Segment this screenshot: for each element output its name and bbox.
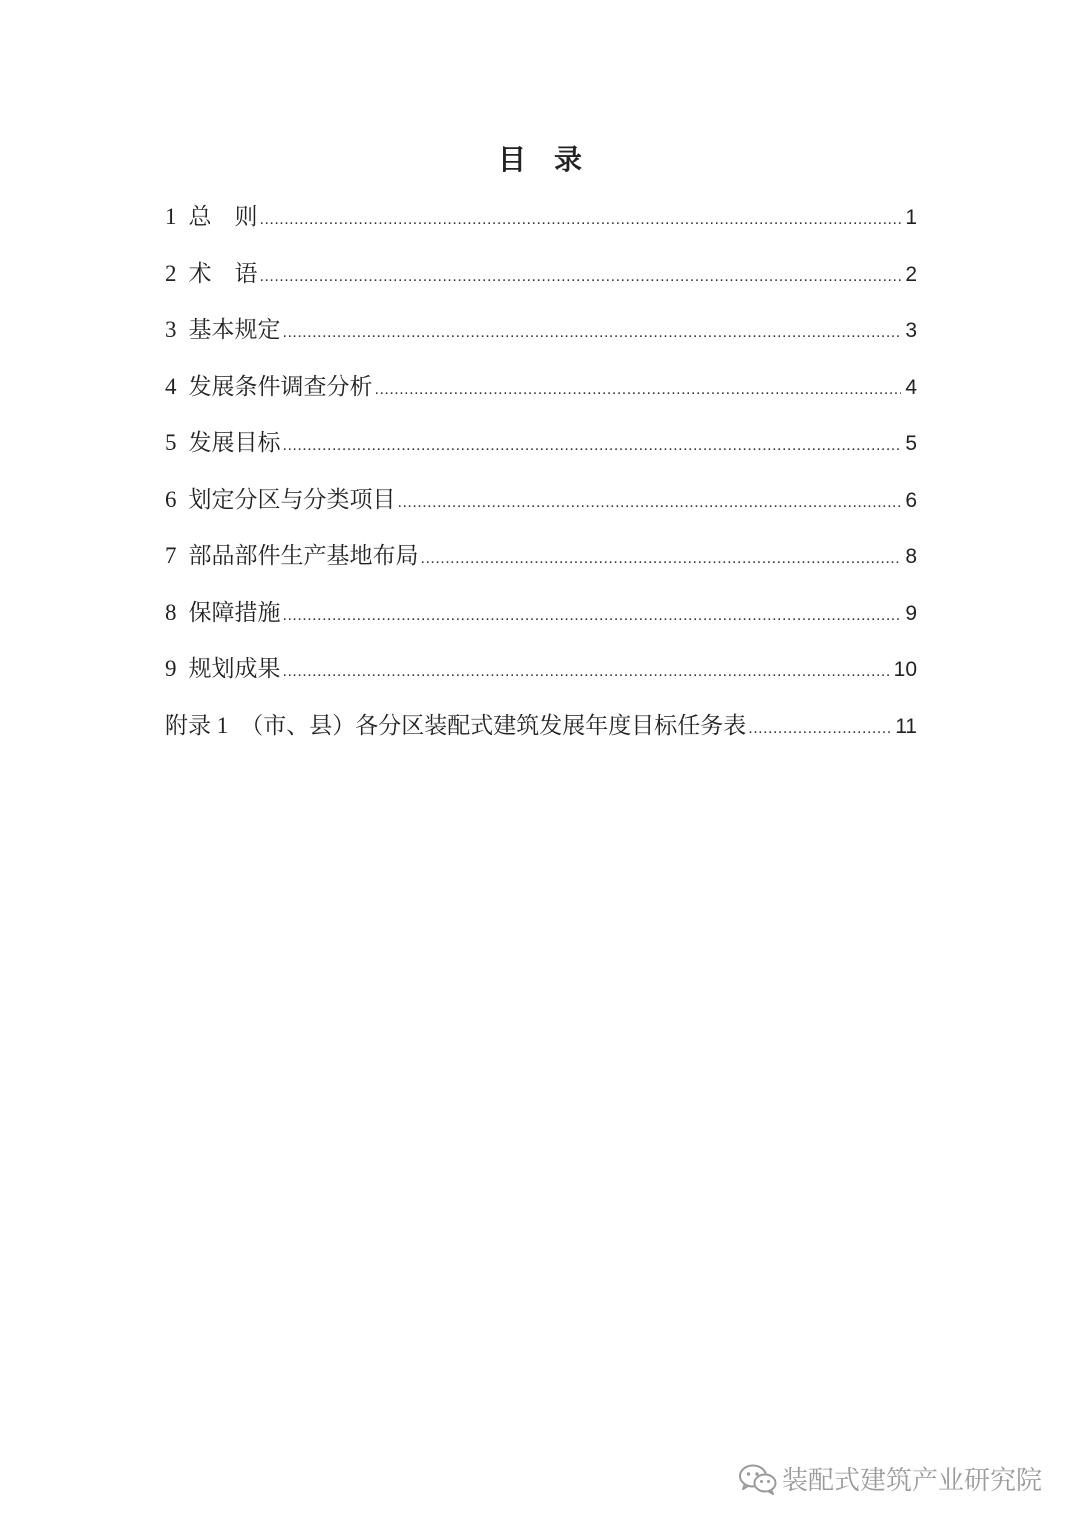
toc-entry-label: 保障措施 bbox=[188, 599, 281, 626]
toc-leader-dots bbox=[283, 650, 890, 694]
toc-entry-number: 5 bbox=[165, 430, 177, 455]
watermark bbox=[738, 1460, 1042, 1497]
toc-entry-label: （市、县）各分区装配式建筑发展年度目标任务表 bbox=[240, 712, 747, 739]
toc-entry-label: 基本规定 bbox=[188, 317, 281, 343]
toc-entry-number: 3 bbox=[165, 317, 177, 342]
toc-list bbox=[165, 195, 917, 760]
toc-entry-1[interactable] bbox=[165, 195, 917, 252]
toc-leader-dots bbox=[283, 311, 902, 355]
toc-entry-number: 2 bbox=[165, 260, 177, 286]
toc-entry-number: 4 bbox=[165, 373, 177, 399]
toc-entry-label: 发展目标 bbox=[188, 430, 281, 456]
toc-entry-4[interactable] bbox=[165, 365, 917, 422]
toc-leader-dots bbox=[375, 368, 902, 412]
toc-entry-page: 3 bbox=[905, 319, 917, 342]
toc-entry-page: 2 bbox=[905, 262, 917, 286]
toc-entry-label: 划定分区与分类项目 bbox=[188, 486, 396, 513]
toc-entry-page: 11 bbox=[895, 714, 917, 738]
toc-entry-label: 规划成果 bbox=[188, 656, 281, 682]
toc-entry-number: 6 bbox=[165, 486, 177, 512]
toc-entry-page: 4 bbox=[905, 375, 917, 399]
toc-entry-appendix-1[interactable] bbox=[165, 704, 917, 761]
toc-entry-page: 8 bbox=[905, 545, 917, 568]
toc-entry-number: 9 bbox=[165, 656, 177, 681]
toc-entry-label: 部品部件生产基地布局 bbox=[188, 543, 419, 569]
toc-entry-label: 总 则 bbox=[188, 204, 258, 230]
toc-entry-number: 附录 1 bbox=[165, 712, 229, 738]
toc-entry-label: 术 语 bbox=[188, 260, 258, 287]
toc-leader-dots bbox=[283, 424, 902, 468]
toc-entry-page: 10 bbox=[893, 658, 917, 681]
toc-entry-page: 6 bbox=[905, 488, 917, 512]
toc-leader-dots bbox=[283, 594, 902, 638]
toc-entry-page: 5 bbox=[905, 432, 917, 455]
toc-leader-dots bbox=[398, 481, 902, 525]
toc-entry-7[interactable] bbox=[165, 534, 917, 591]
toc-entry-page: 9 bbox=[905, 601, 917, 625]
toc-entry-6[interactable] bbox=[165, 478, 917, 535]
toc-entry-number: 1 bbox=[165, 204, 177, 229]
toc-leader-dots bbox=[748, 707, 891, 751]
toc-entry-number: 7 bbox=[165, 543, 177, 568]
wechat-icon bbox=[738, 1463, 778, 1495]
toc-entry-number: 8 bbox=[165, 599, 177, 625]
toc-entry-8[interactable] bbox=[165, 591, 917, 648]
toc-entry-label: 发展条件调查分析 bbox=[188, 373, 373, 400]
toc-title: 目 录 bbox=[497, 143, 582, 176]
toc-entry-page: 1 bbox=[905, 206, 917, 229]
toc-entry-2[interactable] bbox=[165, 252, 917, 309]
toc-leader-dots bbox=[421, 537, 902, 581]
toc-entry-9[interactable] bbox=[165, 647, 917, 704]
toc-leader-dots bbox=[260, 255, 902, 299]
toc-entry-5[interactable] bbox=[165, 421, 917, 478]
toc-entry-3[interactable] bbox=[165, 308, 917, 365]
watermark-text: 装配式建筑产业研究院 bbox=[782, 1466, 1043, 1496]
toc-leader-dots bbox=[260, 198, 902, 242]
